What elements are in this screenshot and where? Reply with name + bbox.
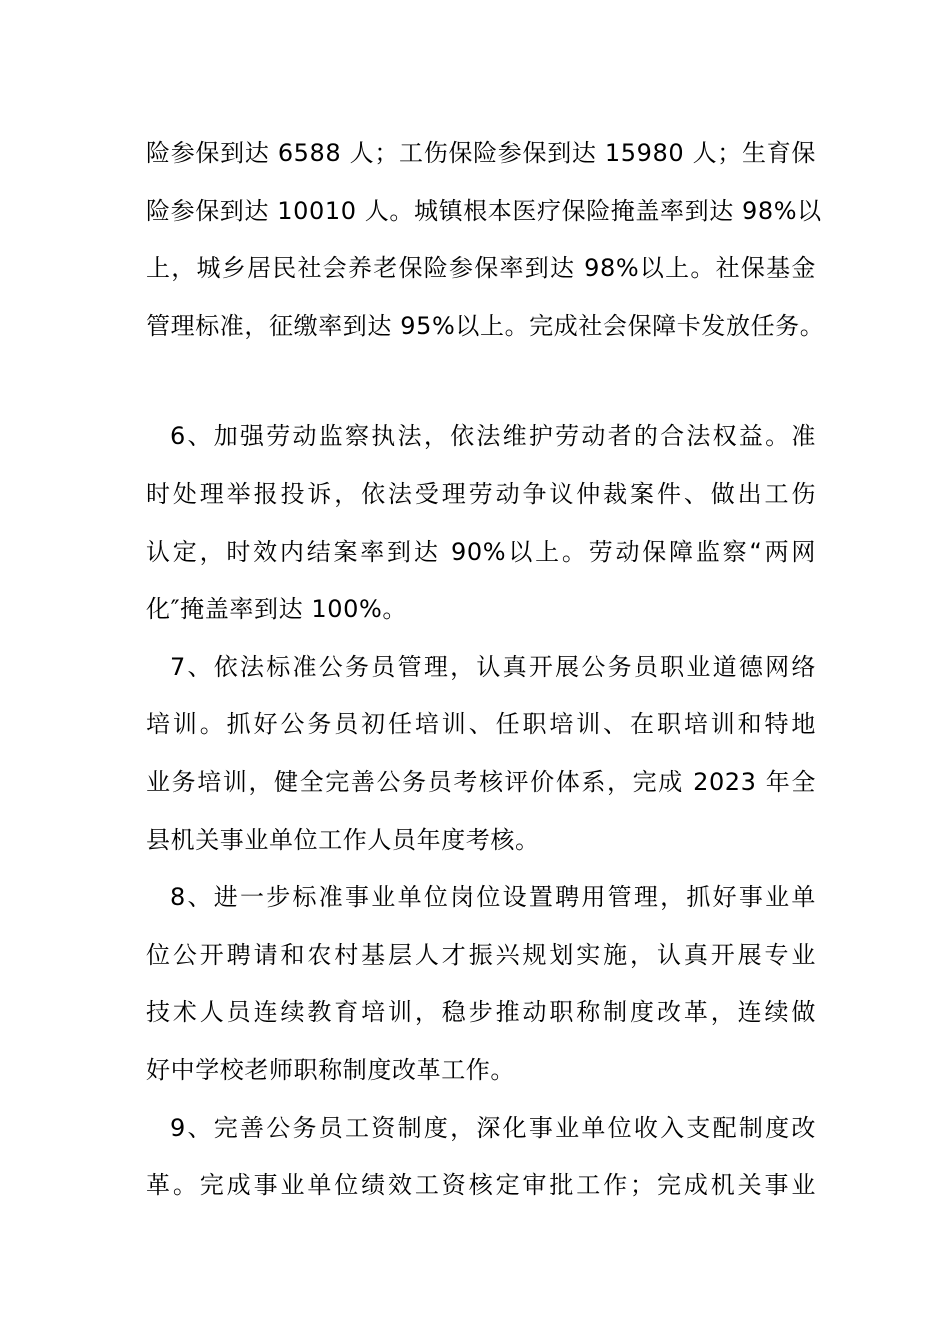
text-line: 9、完善公务员工资制度，深化事业单位收入支配制度改 (170, 1114, 816, 1142)
text-line: 6、加强劳动监察执法，依法维护劳动者的合法权益。准 (170, 422, 816, 450)
text-line: 位公开聘请和农村基层人才振兴规划实施，认真开展专业 (146, 941, 816, 969)
text-line: 技术人员连续教育培训，稳步推动职称制度改革，连续做 (146, 998, 816, 1026)
text-line: 险参保到达 6588 人；工伤保险参保到达 15980 人；生育保 (146, 139, 816, 167)
text-line: 培训。抓好公务员初任培训、任职培训、在职培训和特地 (146, 710, 816, 738)
text-line: 管理标准，征缴率到达 95%以上。完成社会保障卡发放任务。 (146, 312, 825, 340)
text-line: 时处理举报投诉，依法受理劳动争议仲裁案件、做出工伤 (146, 480, 816, 508)
text-line: 革。完成事业单位绩效工资核定审批工作；完成机关事业 (146, 1171, 816, 1199)
text-line: 8、进一步标准事业单位岗位设置聘用管理，抓好事业单 (170, 883, 816, 911)
text-line: 业务培训，健全完善公务员考核评价体系，完成 2023 年全 (146, 768, 816, 796)
text-line: 认定，时效内结案率到达 90%以上。劳动保障监察“两网 (146, 538, 816, 566)
text-line: 化″掩盖率到达 100%。 (146, 595, 408, 623)
text-line: 上，城乡居民社会养老保险参保率到达 98%以上。社保基金 (146, 254, 816, 282)
text-line: 好中学校老师职称制度改革工作。 (146, 1056, 515, 1084)
text-line: 7、依法标准公务员管理，认真开展公务员职业道德网络 (170, 653, 816, 681)
text-line: 县机关事业单位工作人员年度考核。 (146, 826, 540, 854)
text-line: 险参保到达 10010 人。城镇根本医疗保险掩盖率到达 98%以 (146, 197, 822, 225)
